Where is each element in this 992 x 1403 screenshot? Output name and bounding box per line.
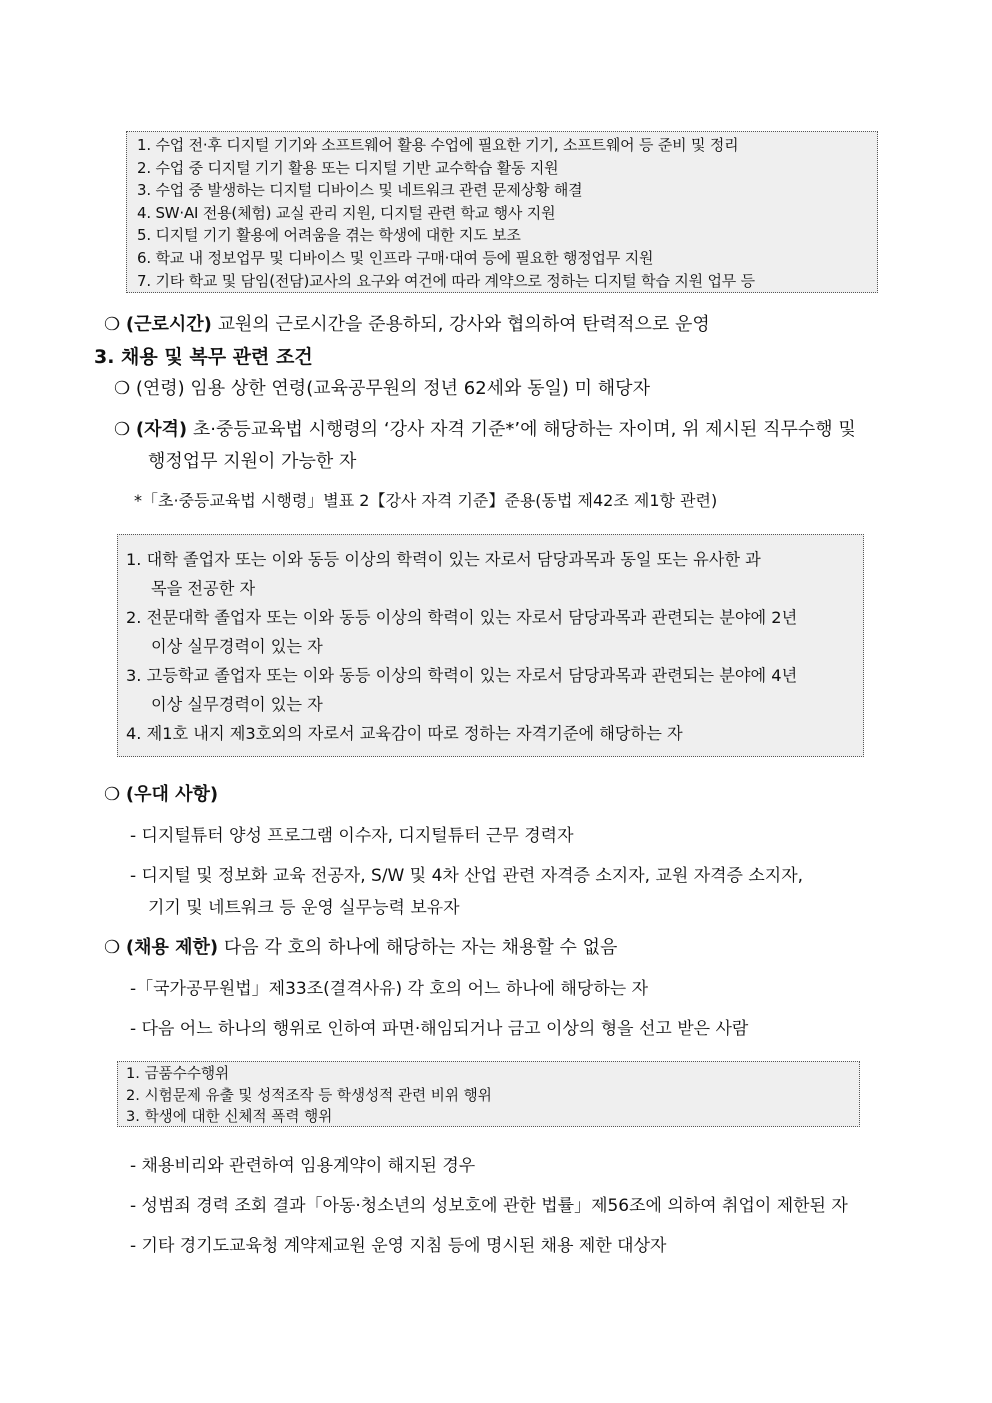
work-hours-label: (근로시간)	[125, 314, 212, 335]
qualification-line-2: 행정업무 지원이 가능한 자	[148, 451, 357, 472]
duty-item: 2. 수업 중 디지털 기기 활용 또는 디지털 기반 교수학습 활동 지원	[137, 158, 559, 177]
criteria-line-cont: 이상 실무경력이 있는 자	[151, 695, 323, 714]
criteria-item	[126, 545, 855, 603]
restriction-item: - 다음 어느 하나의 행위로 인하여 파면·해임되거나 금고 이상의 형을 선고 받은 사람	[130, 1019, 749, 1039]
offense-item: 1. 금품수수행위	[126, 1065, 230, 1082]
criteria-line: 4. 제1호 내지 제3호외의 자로서 교육감이 따로 정하는 자격기준에 해당하는 자	[126, 724, 683, 743]
restriction-label: (채용 제한)	[125, 937, 219, 958]
qualification-text: 초·중등교육법 시행령의 ‘강사 자격 기준*’에 해당하는 자이며, 위 제시된 직무수행 및	[187, 419, 856, 440]
criteria-item	[126, 719, 855, 748]
preference-item: - 디지털 및 정보화 교육 전공자, S/W 및 4차 산업 관련 자격증 소지자, 교원 자격증 소지자,	[130, 866, 804, 886]
qualification-label: (자격)	[135, 419, 188, 440]
criteria-line: 2. 전문대학 졸업자 또는 이와 동등 이상의 학력이 있는 자로서 담당과목과 관련되는 분야에 2년	[126, 608, 798, 627]
age-line	[114, 374, 650, 400]
work-hours-text: 교원의 근로시간을 준용하되, 강사와 협의하여 탄력적으로 운영	[211, 314, 710, 335]
criteria-line: 3. 고등학교 졸업자 또는 이와 동등 이상의 학력이 있는 자로서 담당과목과 관련되는 분야에 4년	[126, 666, 798, 685]
criteria-box	[117, 534, 864, 757]
age-text: (연령) 임용 상한 연령(교육공무원의 정년 62세와 동일) 미 해당자	[135, 378, 650, 399]
criteria-line: 1. 대학 졸업자 또는 이와 동등 이상의 학력이 있는 자로서 담당과목과 동일 또는 유사한 과	[126, 550, 761, 569]
bullet: ❍	[104, 937, 121, 958]
offense-item: 3. 학생에 대한 신체적 폭력 행위	[126, 1108, 333, 1125]
preference-line	[104, 780, 218, 806]
preference-item: - 디지털튜터 양성 프로그램 이수자, 디지털튜터 근무 경력자	[130, 826, 574, 846]
duty-item: 5. 디지털 기기 활용에 어려움을 겪는 학생에 대한 지도 보조	[137, 226, 521, 245]
duty-item: 4. SW·AI 전용(체험) 교실 관리 지원, 디지털 관련 학교 행사 지원	[137, 203, 556, 222]
duty-item: 1. 수업 전·후 디지털 기기와 소프트웨어 활용 수업에 필요한 기기, 소프트웨어 등 준비 및 정리	[137, 136, 739, 154]
offense-box	[117, 1061, 860, 1127]
criteria-item	[126, 661, 855, 719]
restriction-item: - 기타 경기도교육청 계약제교원 운영 지침 등에 명시된 채용 제한 대상자	[130, 1236, 667, 1256]
restriction-item: - 성범죄 경력 조회 결과「아동·청소년의 성보호에 관한 법률」제56조에 의하여 취업이 제한된 자	[130, 1196, 848, 1216]
restriction-line	[104, 933, 617, 959]
qualification-note: *「초·중등교육법 시행령」별표 2【강사 자격 기준】준용(동법 제42조 제1항 관련)	[134, 491, 718, 510]
preference-label: (우대 사항)	[125, 784, 219, 805]
restriction-item: -「국가공무원법」제33조(결격사유) 각 호의 어느 하나에 해당하는 자	[130, 979, 649, 999]
restriction-text: 다음 각 호의 하나에 해당하는 자는 채용할 수 없음	[218, 937, 618, 958]
bullet: ❍	[104, 784, 121, 805]
offense-item: 2. 시험문제 유출 및 성적조작 등 학생성적 관련 비위 행위	[126, 1086, 492, 1104]
section-title: 3. 채용 및 복무 관련 조건	[94, 346, 313, 368]
duty-item: 7. 기타 학교 및 담임(전담)교사의 요구와 여건에 따라 계약으로 정하는 디지털 학습 지원 업무 등	[137, 271, 755, 290]
restriction-item: - 채용비리와 관련하여 임용계약이 해지된 경우	[130, 1156, 476, 1176]
criteria-line-cont: 목을 전공한 자	[151, 579, 256, 598]
preference-item-cont: 기기 및 네트워크 등 운영 실무능력 보유자	[148, 898, 460, 918]
qualification-line	[114, 415, 856, 441]
work-hours-line	[104, 310, 710, 336]
criteria-item	[126, 603, 855, 661]
bullet: ❍	[114, 378, 131, 399]
bullet: ❍	[114, 419, 131, 440]
criteria-line-cont: 이상 실무경력이 있는 자	[151, 637, 323, 656]
duties-box	[126, 131, 878, 293]
duty-item: 3. 수업 중 발생하는 디지털 디바이스 및 네트워크 관련 문제상황 해결	[137, 181, 583, 200]
duty-item: 6. 학교 내 정보업무 및 디바이스 및 인프라 구매·대여 등에 필요한 행정업무 지원	[137, 248, 654, 267]
bullet: ❍	[104, 314, 121, 335]
